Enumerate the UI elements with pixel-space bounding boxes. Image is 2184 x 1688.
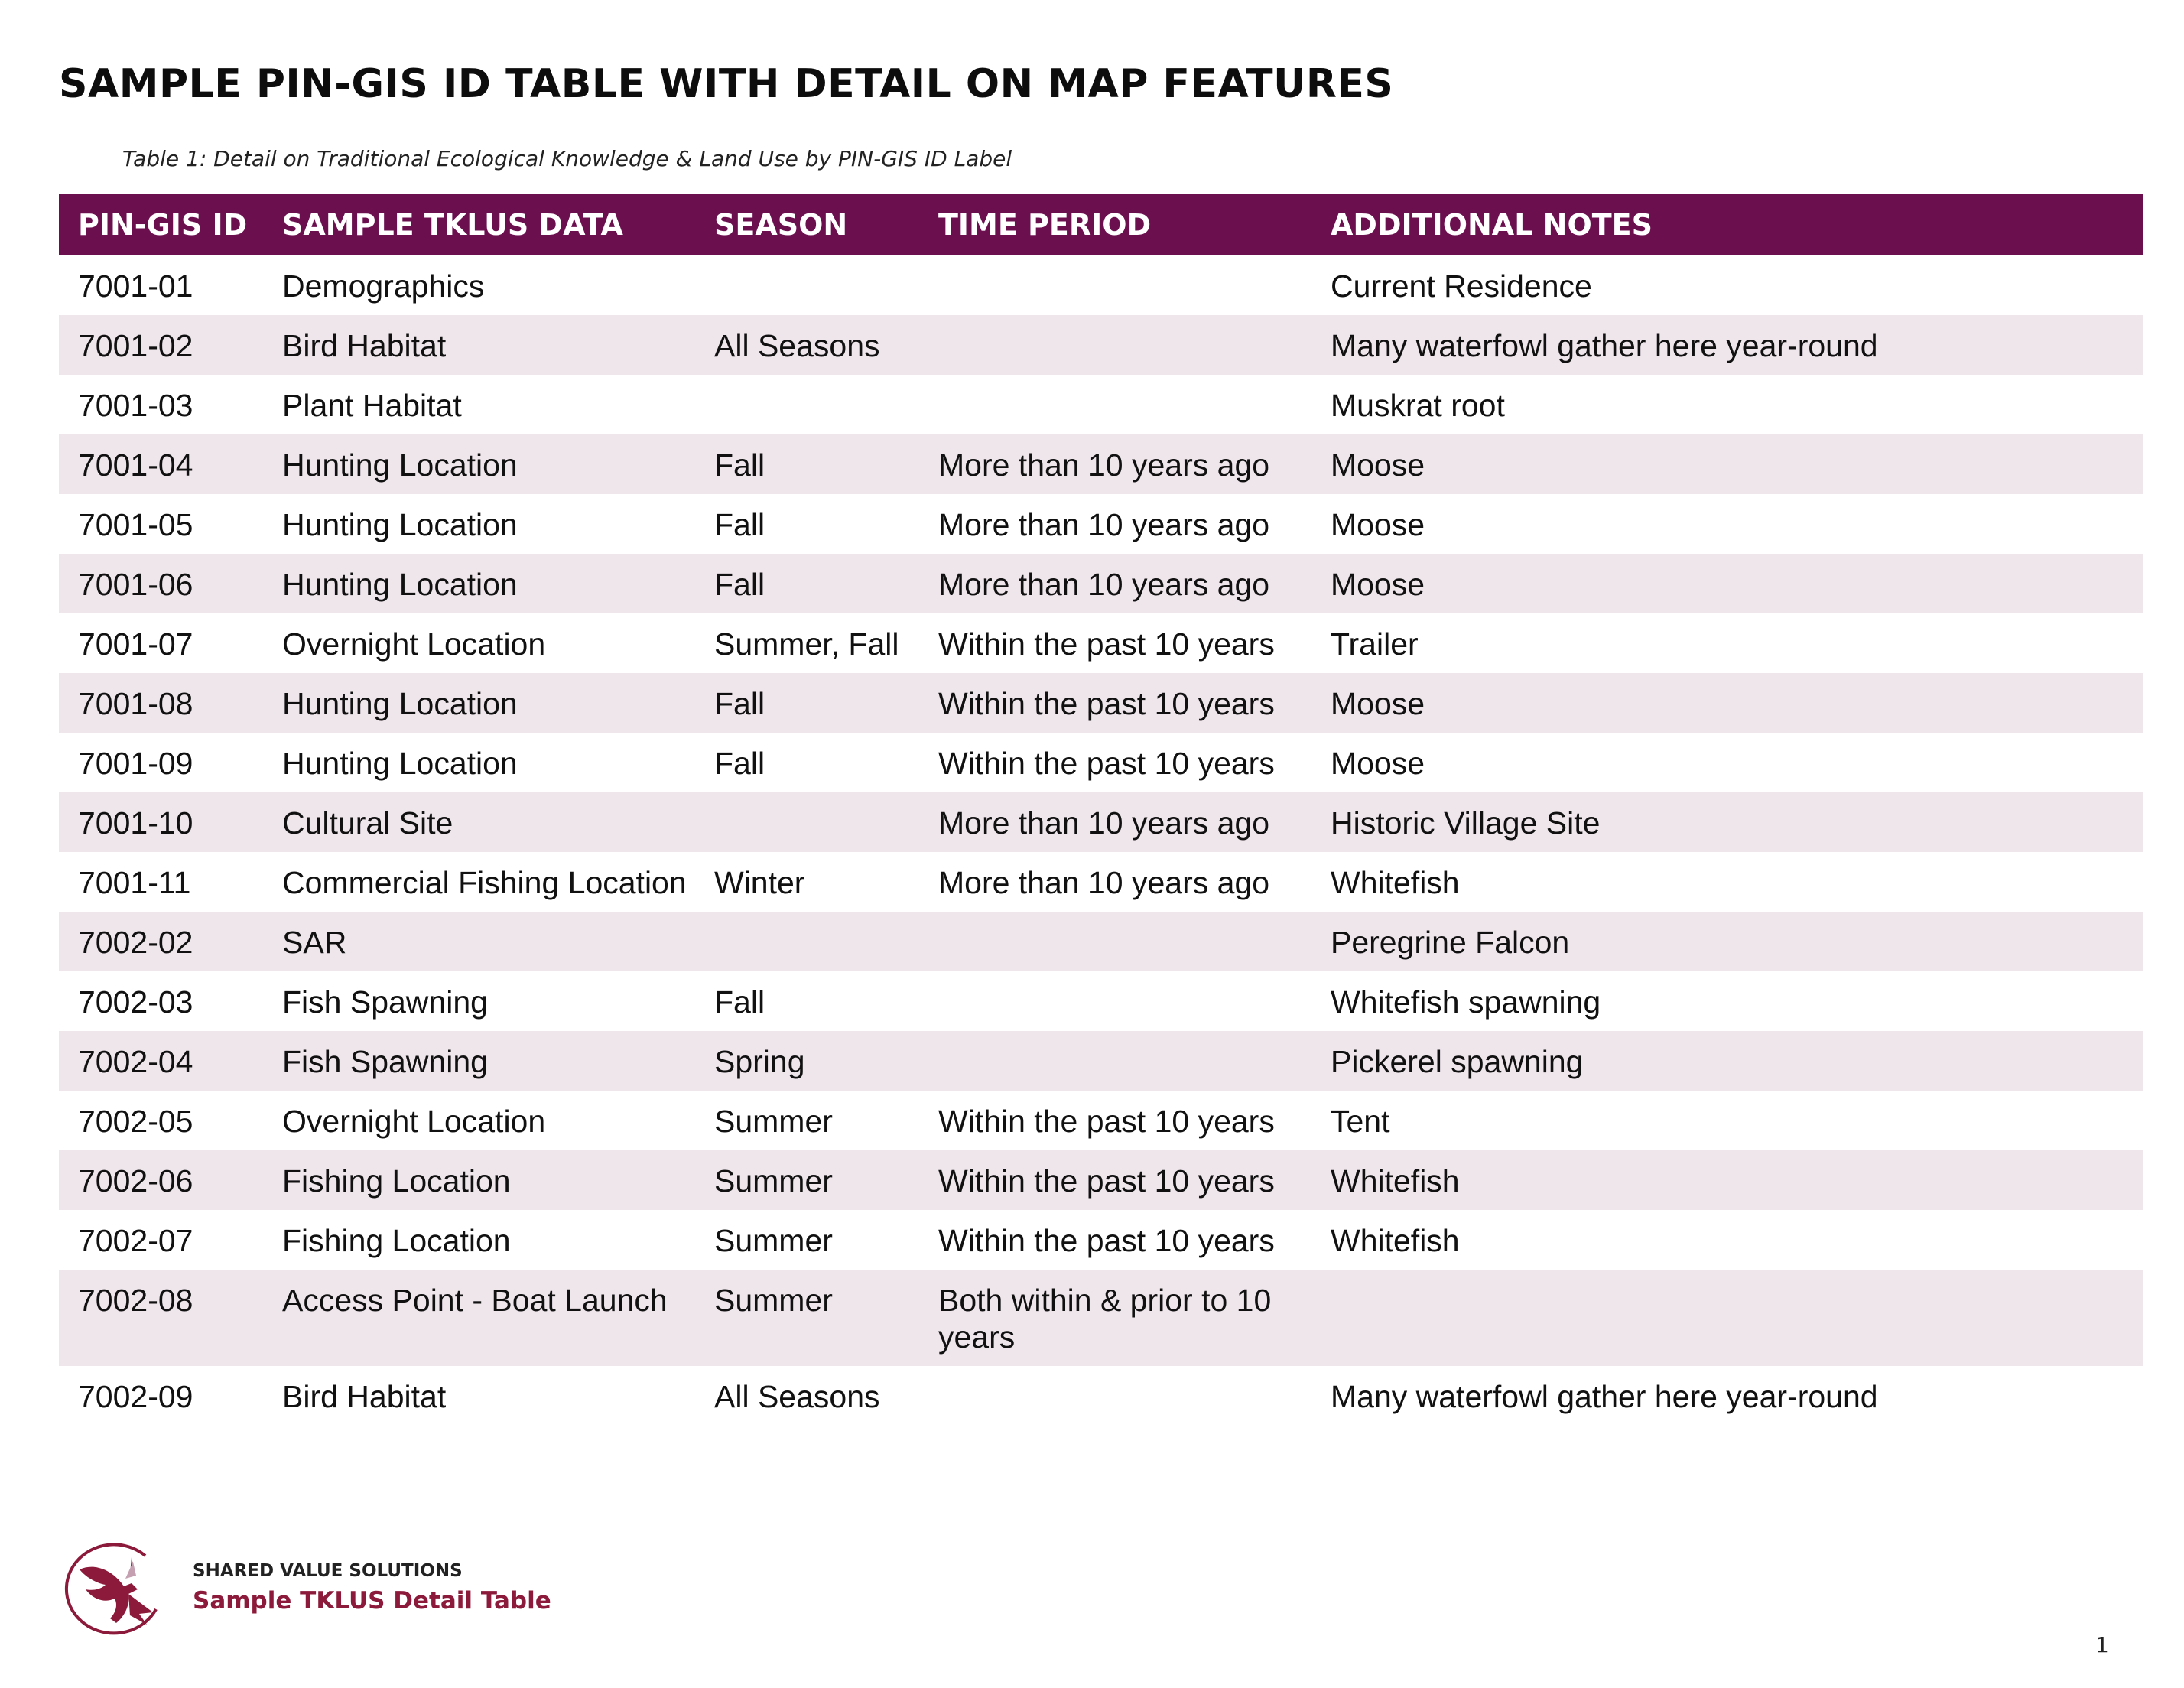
cell-notes: Many waterfowl gather here year-round <box>1331 328 1878 363</box>
cell-season: Summer, Fall <box>714 626 899 662</box>
cell-pin-gis-id: 7001-06 <box>78 567 193 602</box>
table-row <box>59 1366 2143 1426</box>
cell-notes <box>1311 1270 2143 1366</box>
cell-time-period: More than 10 years ago <box>938 567 1270 602</box>
table-row <box>59 792 2143 852</box>
cell-pin-gis-id: 7002-03 <box>78 984 193 1020</box>
table-row <box>59 1210 2143 1270</box>
column-header-season: SEASON <box>714 208 848 242</box>
cell-pin-gis-id: 7002-05 <box>78 1104 193 1139</box>
column-header-pin-gis-id: PIN-GIS ID <box>78 208 248 242</box>
cell-pin-gis-id: 7001-03 <box>78 388 193 423</box>
cell-tklus-data: SAR <box>282 925 347 960</box>
cell-time-period <box>919 375 1311 434</box>
table-row <box>59 1150 2143 1210</box>
cell-pin-gis-id: 7002-02 <box>78 925 193 960</box>
table-row <box>59 673 2143 733</box>
cell-season: Summer <box>714 1283 833 1318</box>
cell-notes: Historic Village Site <box>1331 805 1601 841</box>
cell-pin-gis-id: 7002-09 <box>78 1379 193 1414</box>
column-header-sample-tklus-data: SAMPLE TKLUS DATA <box>282 208 623 242</box>
page-number: 1 <box>2095 1632 2109 1657</box>
footer-document-title: Sample TKLUS Detail Table <box>193 1587 551 1615</box>
cell-notes: Moose <box>1331 567 1425 602</box>
cell-time-period: Within the past 10 years <box>938 1104 1275 1139</box>
cell-season: Spring <box>714 1044 805 1079</box>
cell-time-period <box>919 1366 1311 1426</box>
table-row <box>59 1031 2143 1091</box>
cell-tklus-data: Fishing Location <box>282 1223 511 1258</box>
cell-pin-gis-id: 7001-09 <box>78 746 193 781</box>
cell-tklus-data: Hunting Location <box>282 746 518 781</box>
cell-season: Winter <box>714 865 805 900</box>
table-row <box>59 912 2143 971</box>
cell-season: Fall <box>714 984 765 1020</box>
table-row <box>59 1270 2143 1366</box>
cell-pin-gis-id: 7002-06 <box>78 1163 193 1199</box>
cell-pin-gis-id: 7002-08 <box>78 1283 193 1318</box>
cell-tklus-data: Fish Spawning <box>282 984 488 1020</box>
cell-season: Fall <box>714 686 765 721</box>
cell-season: Summer <box>714 1104 833 1139</box>
cell-tklus-data: Bird Habitat <box>282 328 447 363</box>
cell-notes: Moose <box>1331 447 1425 483</box>
cell-notes: Whitefish spawning <box>1331 984 1601 1020</box>
cell-season: Fall <box>714 447 765 483</box>
cell-time-period: Within the past 10 years <box>938 686 1275 721</box>
cell-tklus-data: Overnight Location <box>282 1104 546 1139</box>
table-row <box>59 733 2143 792</box>
cell-season: All Seasons <box>714 328 880 363</box>
cell-notes: Many waterfowl gather here year-round <box>1331 1379 1878 1414</box>
cell-time-period: Within the past 10 years <box>938 746 1275 781</box>
table-row <box>59 255 2143 315</box>
cell-time-period: Within the past 10 years <box>938 626 1275 662</box>
cell-season: Summer <box>714 1163 833 1199</box>
cell-notes: Whitefish <box>1331 865 1460 900</box>
footer-company-name: SHARED VALUE SOLUTIONS <box>193 1561 463 1581</box>
table-caption: Table 1: Detail on Traditional Ecological Knowledge & Land Use by PIN-GIS ID Label <box>122 146 1012 171</box>
cell-time-period: More than 10 years ago <box>938 865 1270 900</box>
table-row <box>59 434 2143 494</box>
cell-season <box>695 375 919 434</box>
table-row <box>59 554 2143 613</box>
cell-season: Fall <box>714 507 765 542</box>
cell-tklus-data: Hunting Location <box>282 686 518 721</box>
cell-time-period <box>919 255 1311 315</box>
cell-time-period: Within the past 10 years <box>938 1163 1275 1199</box>
table-row <box>59 852 2143 912</box>
cell-time-period: More than 10 years ago <box>938 447 1270 483</box>
cell-pin-gis-id: 7002-04 <box>78 1044 193 1079</box>
cell-pin-gis-id: 7001-04 <box>78 447 193 483</box>
cell-notes: Pickerel spawning <box>1331 1044 1584 1079</box>
column-header-time-period: TIME PERIOD <box>938 208 1152 242</box>
table-header-row <box>59 194 2143 255</box>
cell-notes: Peregrine Falcon <box>1331 925 1570 960</box>
table-row <box>59 1091 2143 1150</box>
cell-tklus-data: Hunting Location <box>282 447 518 483</box>
cell-notes: Tent <box>1331 1104 1390 1139</box>
table-row <box>59 315 2143 375</box>
detail-table <box>59 194 2143 1426</box>
cell-time-period: More than 10 years ago <box>938 507 1270 542</box>
page-title: SAMPLE PIN-GIS ID TABLE WITH DETAIL ON MAP FEATURES <box>59 61 1394 107</box>
cell-season <box>695 255 919 315</box>
cell-pin-gis-id: 7001-11 <box>78 865 191 900</box>
cell-season: All Seasons <box>714 1379 880 1414</box>
cell-time-period: Within the past 10 years <box>938 1223 1275 1258</box>
falcon-logo-icon <box>55 1539 170 1638</box>
cell-tklus-data: Bird Habitat <box>282 1379 447 1414</box>
cell-time-period: Both within & prior to 10 years <box>938 1283 1272 1355</box>
cell-pin-gis-id: 7001-05 <box>78 507 193 542</box>
cell-pin-gis-id: 7002-07 <box>78 1223 193 1258</box>
cell-time-period <box>919 912 1311 971</box>
cell-pin-gis-id: 7001-07 <box>78 626 193 662</box>
cell-tklus-data: Fishing Location <box>282 1163 511 1199</box>
cell-season: Fall <box>714 567 765 602</box>
cell-notes: Trailer <box>1331 626 1419 662</box>
cell-pin-gis-id: 7001-01 <box>78 268 193 304</box>
column-header-additional-notes: ADDITIONAL NOTES <box>1331 208 1653 242</box>
cell-tklus-data: Fish Spawning <box>282 1044 488 1079</box>
cell-season <box>695 912 919 971</box>
cell-time-period: More than 10 years ago <box>938 805 1270 841</box>
cell-pin-gis-id: 7001-10 <box>78 805 193 841</box>
table-body <box>59 255 2143 1426</box>
cell-pin-gis-id: 7001-02 <box>78 328 193 363</box>
cell-tklus-data: Cultural Site <box>282 805 453 841</box>
cell-season: Fall <box>714 746 765 781</box>
cell-tklus-data: Hunting Location <box>282 507 518 542</box>
cell-notes: Moose <box>1331 507 1425 542</box>
cell-notes: Muskrat root <box>1331 388 1505 423</box>
cell-tklus-data: Overnight Location <box>282 626 546 662</box>
cell-notes: Moose <box>1331 686 1425 721</box>
cell-tklus-data: Hunting Location <box>282 567 518 602</box>
cell-time-period <box>919 1031 1311 1091</box>
cell-tklus-data: Plant Habitat <box>282 388 462 423</box>
cell-notes: Whitefish <box>1331 1163 1460 1199</box>
cell-notes: Current Residence <box>1331 268 1592 304</box>
cell-notes: Whitefish <box>1331 1223 1460 1258</box>
cell-tklus-data: Demographics <box>282 268 485 304</box>
table-row <box>59 494 2143 554</box>
cell-tklus-data: Access Point - Boat Launch <box>282 1283 668 1318</box>
cell-pin-gis-id: 7001-08 <box>78 686 193 721</box>
table-row <box>59 971 2143 1031</box>
cell-tklus-data: Commercial Fishing Location <box>282 865 687 900</box>
cell-time-period <box>919 971 1311 1031</box>
cell-time-period <box>919 315 1311 375</box>
table-row <box>59 375 2143 434</box>
cell-season <box>695 792 919 852</box>
table-row <box>59 613 2143 673</box>
cell-notes: Moose <box>1331 746 1425 781</box>
cell-season: Summer <box>714 1223 833 1258</box>
